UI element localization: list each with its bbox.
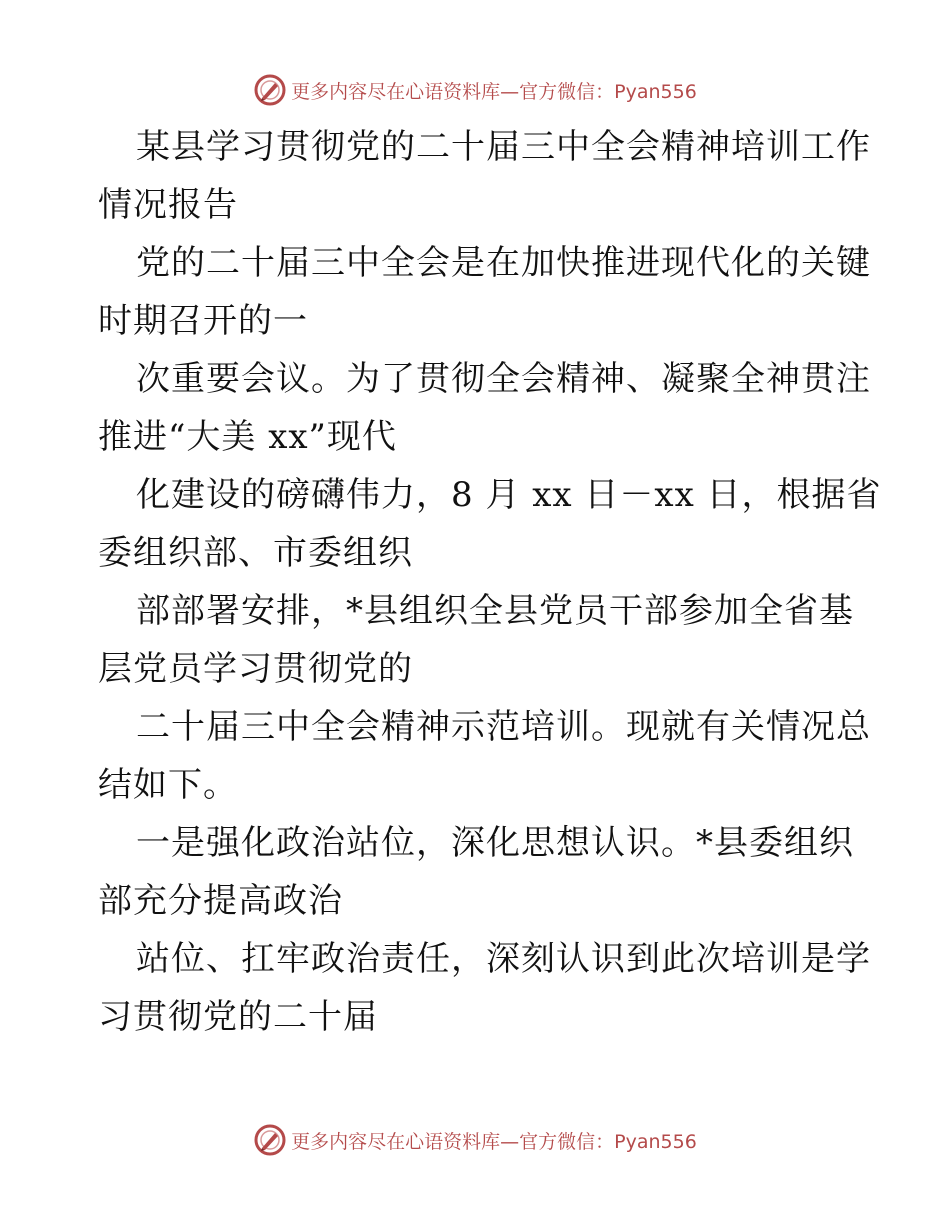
watermark-text: 更多内容尽在心语资料库—官方微信：Pyan556: [291, 80, 697, 103]
text-line: 委组织部、市委组织: [98, 533, 413, 573]
text-line: 部充分提高政治: [98, 881, 343, 921]
text-line: 部部署安排，*县组织全县党员干部参加全省基: [136, 591, 854, 631]
text-line: 化建设的磅礴伟力，8 月 xx 日－xx 日，根据省: [136, 475, 882, 515]
text-line: 结如下。: [98, 765, 238, 805]
text-line: 次重要会议。为了贯彻全会精神、凝聚全神贯注: [136, 359, 871, 399]
footer-watermark: [0, 1120, 950, 1160]
text-line: 党的二十届三中全会是在加快推进现代化的关键: [136, 243, 871, 283]
text-line: 一是强化政治站位，深化思想认识。*县委组织: [136, 823, 854, 863]
text-line: 时期召开的一: [98, 301, 308, 341]
header-watermark: [0, 70, 950, 110]
pen-circle-logo-icon: [253, 73, 287, 107]
text-line: 二十届三中全会精神示范培训。现就有关情况总: [136, 707, 871, 747]
text-line: 情况报告: [98, 185, 238, 225]
text-line: 习贯彻党的二十届: [98, 997, 378, 1037]
text-line: 推进“大美 xx”现代: [98, 417, 397, 457]
pen-circle-logo-icon: [253, 1123, 287, 1157]
document-body: [98, 118, 882, 1046]
text-line: 某县学习贯彻党的二十届三中全会精神培训工作: [136, 127, 871, 167]
text-line: 层党员学习贯彻党的: [98, 649, 413, 689]
text-line: 站位、扛牢政治责任，深刻认识到此次培训是学: [136, 939, 871, 979]
watermark-text: 更多内容尽在心语资料库—官方微信：Pyan556: [291, 1130, 697, 1153]
